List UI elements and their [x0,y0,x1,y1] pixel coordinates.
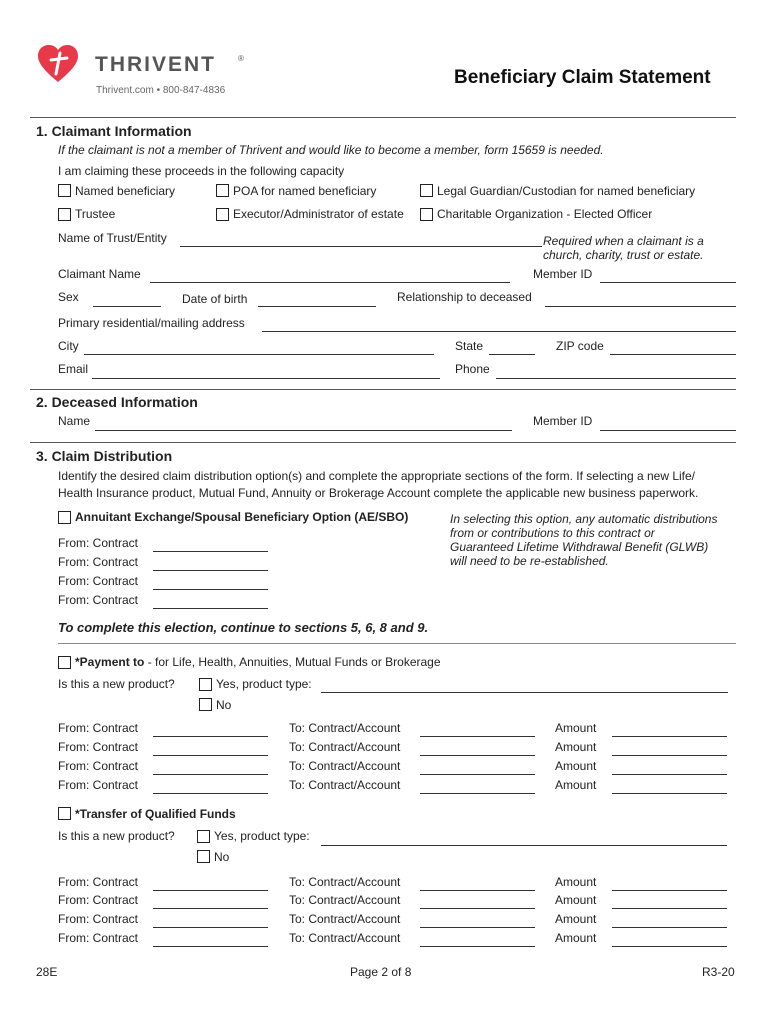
transfer-amount-label-4: Amount [555,931,597,945]
transfer-amount-field-2[interactable] [612,908,727,909]
transfer-from-contract-2: From: Contract [58,893,139,907]
payment-from-contract-2: From: Contract [58,740,139,754]
payment-amount-field-4[interactable] [612,793,727,794]
state-field[interactable] [489,354,535,355]
zip-label: ZIP code [556,339,604,353]
trust-entity-field[interactable] [180,246,542,247]
trustee-label: Trustee [75,207,116,221]
legal-guardian-label: Legal Guardian/Custodian for named beneficiary [437,184,696,198]
sex-label: Sex [58,290,79,304]
payment-to-account-2: To: Contract/Account [289,740,401,754]
transfer-from-contract-4: From: Contract [58,931,139,945]
transfer-to-account-1: To: Contract/Account [289,875,401,889]
city-field[interactable] [84,354,434,355]
aesbo-from-contract-2: From: Contract [58,555,139,569]
aesbo-contract-field-3[interactable] [153,589,268,590]
address-label: Primary residential/mailing address [58,316,245,330]
phone-label: Phone [455,362,490,376]
section-3-heading: 3. Claim Distribution [36,448,173,464]
charitable-org-checkbox[interactable] [420,208,433,221]
transfer-amount-label-3: Amount [555,912,597,926]
distribution-intro-line2: Health Insurance product, Mutual Fund, Annuity or Brokerage Account complete the applicable new business paperwork. [58,486,699,500]
payment-amount-field-2[interactable] [612,755,727,756]
relationship-field[interactable] [545,306,736,307]
payment-from-field-4[interactable] [153,793,268,794]
section-3-rule [30,442,736,443]
deceased-member-id-label: Member ID [533,414,593,428]
payment-to-checkbox[interactable] [58,656,71,669]
payment-to-account-1: To: Contract/Account [289,721,401,735]
email-field[interactable] [92,378,440,379]
payment-from-contract-4: From: Contract [58,778,139,792]
sex-field[interactable] [93,306,161,307]
revision: R3-20 [702,965,735,979]
aesbo-contract-field-2[interactable] [153,570,268,571]
form-number: 28E [36,965,58,979]
thrivent-heart-icon [36,44,80,84]
payment-to-title: *Payment to [75,655,145,669]
dob-label: Date of birth [182,292,248,306]
transfer-to-account-3: To: Contract/Account [289,912,401,926]
deceased-name-field[interactable] [95,430,512,431]
aesbo-note-line4: will need to be re-established. [450,554,609,568]
named-beneficiary-checkbox[interactable] [58,184,71,197]
aesbo-checkbox[interactable] [58,511,71,524]
page-number: Page 2 of 8 [350,965,412,979]
trustee-checkbox[interactable] [58,208,71,221]
aesbo-contract-field-1[interactable] [153,551,268,552]
payment-from-field-1[interactable] [153,736,268,737]
transfer-amount-field-1[interactable] [612,890,727,891]
payment-amount-field-1[interactable] [612,736,727,737]
payment-from-field-3[interactable] [153,774,268,775]
aesbo-note-line3: Guaranteed Lifetime Withdrawal Benefit (GLWB) [450,540,709,554]
transfer-yes-checkbox[interactable] [197,830,210,843]
claimant-name-field[interactable] [150,282,510,283]
city-label: City [58,339,79,353]
payment-amount-label-1: Amount [555,721,597,735]
transfer-label: *Transfer of Qualified Funds [75,807,236,821]
transfer-from-field-4[interactable] [153,946,268,947]
executor-label: Executor/Administrator of estate [233,207,404,221]
payment-to-desc: - for Life, Health, Annuities, Mutual Funds or Brokerage [144,655,441,669]
transfer-from-contract-3: From: Contract [58,912,139,926]
transfer-from-field-3[interactable] [153,927,268,928]
deceased-member-id-field[interactable] [600,430,736,431]
zip-field[interactable] [610,354,736,355]
page-title: Beneficiary Claim Statement [454,67,711,88]
aesbo-note-line2: from or contributions to this contract or [450,526,655,540]
trust-note-line2: church, charity, trust or estate. [543,248,704,262]
trust-entity-label: Name of Trust/Entity [58,231,167,245]
transfer-amount-field-3[interactable] [612,927,727,928]
claimant-name-label: Claimant Name [58,267,141,281]
named-beneficiary-label: Named beneficiary [75,184,176,198]
relationship-label: Relationship to deceased [397,290,532,304]
section-2-heading: 2. Deceased Information [36,394,198,410]
transfer-from-contract-1: From: Contract [58,875,139,889]
distribution-intro-line1: Identify the desired claim distribution option(s) and complete the appropriate sections of the form. If selecting a new Life/ [58,469,696,483]
payment-new-product-question: Is this a new product? [58,677,175,691]
payment-to-field-4[interactable] [420,793,535,794]
transfer-no-checkbox[interactable] [197,850,210,863]
transfer-to-account-2: To: Contract/Account [289,893,401,907]
aesbo-note-line1: In selecting this option, any automatic distributions [450,512,718,526]
transfer-from-field-1[interactable] [153,890,268,891]
brand-name: THRIVENT [95,53,216,76]
claimant-member-id-field[interactable] [600,282,736,283]
payment-no-label: No [216,698,232,712]
payment-yes-checkbox[interactable] [199,678,212,691]
executor-checkbox[interactable] [216,208,229,221]
payment-from-field-2[interactable] [153,755,268,756]
payment-yes-label: Yes, product type: [216,677,312,691]
payment-to-account-3: To: Contract/Account [289,759,401,773]
payment-to-label [75,655,441,669]
dob-field[interactable] [258,306,376,307]
registered-mark: ® [238,54,244,63]
transfer-to-field-4[interactable] [420,946,535,947]
payment-amount-label-4: Amount [555,778,597,792]
poa-label: POA for named beneficiary [233,184,377,198]
aesbo-from-contract-3: From: Contract [58,574,139,588]
aesbo-from-contract-1: From: Contract [58,536,139,550]
section-1-heading: 1. Claimant Information [36,123,192,139]
transfer-yes-label: Yes, product type: [214,829,310,843]
section-2-rule [30,389,736,390]
payment-to-account-4: To: Contract/Account [289,778,401,792]
payment-to-field-1[interactable] [420,736,535,737]
transfer-to-field-1[interactable] [420,890,535,891]
payment-to-field-2[interactable] [420,755,535,756]
aesbo-label: Annuitant Exchange/Spousal Beneficiary Option (AE/SBO) [75,510,409,524]
phone-field[interactable] [496,378,736,379]
transfer-amount-label-1: Amount [555,875,597,889]
logo [36,44,80,84]
payment-to-field-3[interactable] [420,774,535,775]
trust-note-line1: Required when a claimant is a [543,234,704,248]
continue-note: To complete this election, continue to sections 5, 6, 8 and 9. [58,620,429,635]
header-rule [30,117,736,118]
transfer-checkbox[interactable] [58,807,71,820]
transfer-new-product-question: Is this a new product? [58,829,175,843]
deceased-name-label: Name [58,414,91,428]
payment-amount-label-3: Amount [555,759,597,773]
payment-from-contract-3: From: Contract [58,759,139,773]
aesbo-contract-field-4[interactable] [153,608,268,609]
charitable-org-label: Charitable Organization - Elected Officer [437,207,653,221]
state-label: State [455,339,484,353]
payment-product-type-field[interactable] [321,692,728,693]
payment-no-checkbox[interactable] [199,698,212,711]
transfer-no-label: No [214,850,230,864]
transfer-from-field-2[interactable] [153,908,268,909]
transfer-to-account-4: To: Contract/Account [289,931,401,945]
email-label: Email [58,362,89,376]
transfer-amount-field-4[interactable] [612,946,727,947]
address-field[interactable] [262,331,736,332]
legal-guardian-checkbox[interactable] [420,184,433,197]
contact-info: Thrivent.com • 800-847-4836 [96,85,226,96]
aesbo-from-contract-4: From: Contract [58,593,139,607]
poa-checkbox[interactable] [216,184,229,197]
claimant-member-id-label: Member ID [533,267,593,281]
payment-amount-field-3[interactable] [612,774,727,775]
transfer-product-type-field[interactable] [321,845,727,846]
membership-note: If the claimant is not a member of Thrivent and would like to become a member, form 15659 is needed. [58,143,604,157]
continue-rule [58,643,736,644]
transfer-to-field-2[interactable] [420,908,535,909]
capacity-intro: I am claiming these proceeds in the following capacity [58,164,345,178]
payment-from-contract-1: From: Contract [58,721,139,735]
transfer-to-field-3[interactable] [420,927,535,928]
payment-amount-label-2: Amount [555,740,597,754]
transfer-amount-label-2: Amount [555,893,597,907]
